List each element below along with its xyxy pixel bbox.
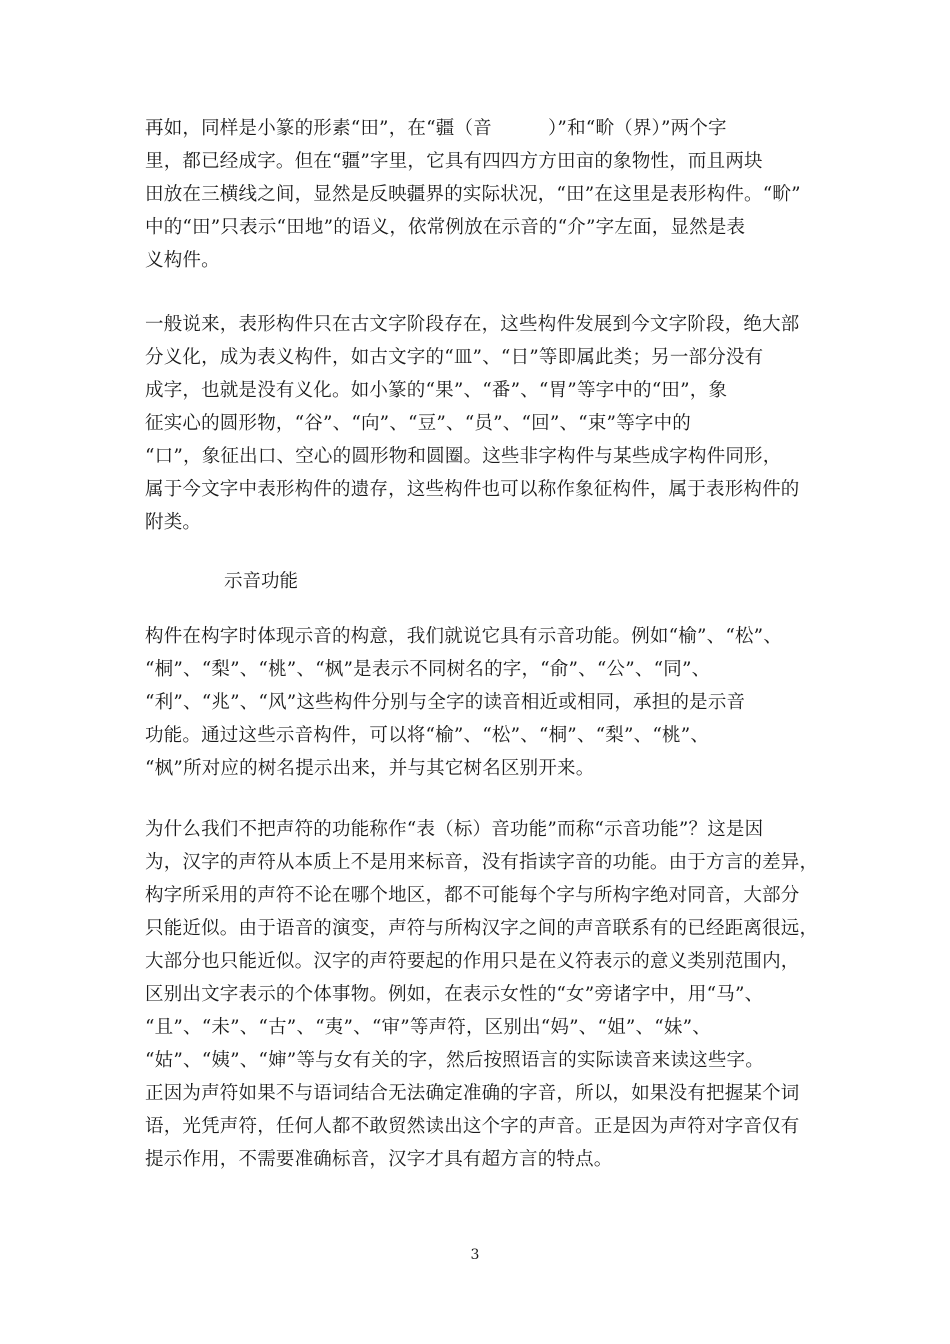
paragraph-line: 为，汉字的声符从本质上不是用来标音，没有指读字音的功能。由于方言的差异， — [145, 852, 819, 873]
paragraph-line: 构字所采用的声符不论在哪个地区，都不可能每个字与所构字绝对同音，大部分 — [145, 885, 800, 906]
paragraph-line: 功能。通过这些示音构件，可以将“榆”、“松”、“桐”、“梨”、“桃”、 — [145, 725, 710, 746]
paragraph-line: 分义化，成为表义构件，如古文字的“皿”、“日”等即属此类；另一部分没有 — [145, 347, 764, 368]
paragraph-line: “利”、“兆”、“风”这些构件分别与全字的读音相近或相同，承担的是示音 — [145, 692, 746, 713]
paragraph-3 — [145, 620, 815, 785]
paragraph-line: 征实心的圆形物，“谷”、“向”、“豆”、“员”、“回”、“束”等字中的 — [145, 413, 691, 434]
paragraph-line: 义构件。 — [145, 250, 220, 271]
paragraph-line: “且”、“未”、“古”、“夷”、“审”等声符，区别出“妈”、“姐”、“妹”、 — [145, 1017, 711, 1038]
page-number: 3 — [470, 1247, 480, 1263]
paragraph-line: 提示作用，不需要准确标音，汉字才具有超方言的特点。 — [145, 1149, 613, 1170]
paragraph-line: 中的“田”只表示“田地”的语义，依常例放在示音的“介”字左面，显然是表 — [145, 217, 746, 238]
paragraph-line: 区别出文字表示的个体事物。例如，在表示女性的“女”旁诸字中，用“马”、 — [145, 984, 764, 1005]
paragraph-line: 正因为声符如果不与语词结合无法确定准确的字音，所以，如果没有把握某个词 — [145, 1083, 800, 1104]
paragraph-line: “枫”所对应的树名提示出来，并与其它树名区别开来。 — [145, 758, 595, 779]
paragraph-line: 为什么我们不把声符的功能称作“表（标）音功能”而称“示音功能”？这是因 — [145, 819, 764, 840]
paragraph-line: 属于今文字中表形构件的遗存，这些构件也可以称作象征构件，属于表形构件的 — [145, 479, 800, 500]
paragraph-4 — [145, 813, 819, 1176]
paragraph-line: 只能近似。由于语音的演变，声符与所构汉字之间的声音联系有的已经距离很远， — [145, 918, 819, 939]
paragraph-2 — [145, 308, 815, 539]
paragraph-line: “姑”、“姨”、“婶”等与女有关的字，然后按照语言的实际读音来读这些字。 — [145, 1050, 764, 1071]
paragraph-line: 田放在三横线之间，显然是反映疆界的实际状况，“田”在这里是表形构件。“畍” — [145, 184, 801, 205]
paragraph-line: 成字，也就是没有义化。如小篆的“果”、“番”、“胃”等字中的“田”，象 — [145, 380, 728, 401]
section-heading-text: 示音功能 — [224, 571, 299, 592]
section-heading — [180, 565, 298, 598]
paragraph-line: 再如，同样是小篆的形素“田”，在“疆（音 ）”和“畍（界）”两个字 — [145, 118, 727, 139]
paragraph-line: 语，光凭声符，任何人都不敢贸然读出这个字的声音。正是因为声符对字音仅有 — [145, 1116, 800, 1137]
paragraph-line: “桐”、“梨”、“桃”、“枫”是表示不同树名的字，“俞”、“公”、“同”、 — [145, 659, 711, 680]
paragraph-1 — [145, 112, 815, 277]
paragraph-line: 一般说来，表形构件只在古文字阶段存在，这些构件发展到今文字阶段，绝大部 — [145, 314, 800, 335]
paragraph-line: 构件在构字时体现示音的构意，我们就说它具有示音功能。例如“榆”、“松”、 — [145, 626, 783, 647]
paragraph-line: 附类。 — [145, 512, 202, 533]
paragraph-line: 大部分也只能近似。汉字的声符要起的作用只是在义符表示的意义类别范围内， — [145, 951, 800, 972]
paragraph-line: “口”，象征出口、空心的圆形物和圆圈。这些非字构件与某些成字构件同形， — [145, 446, 782, 467]
paragraph-line: 里，都已经成字。但在“疆”字里，它具有四四方方田亩的象物性，而且两块 — [145, 151, 763, 172]
